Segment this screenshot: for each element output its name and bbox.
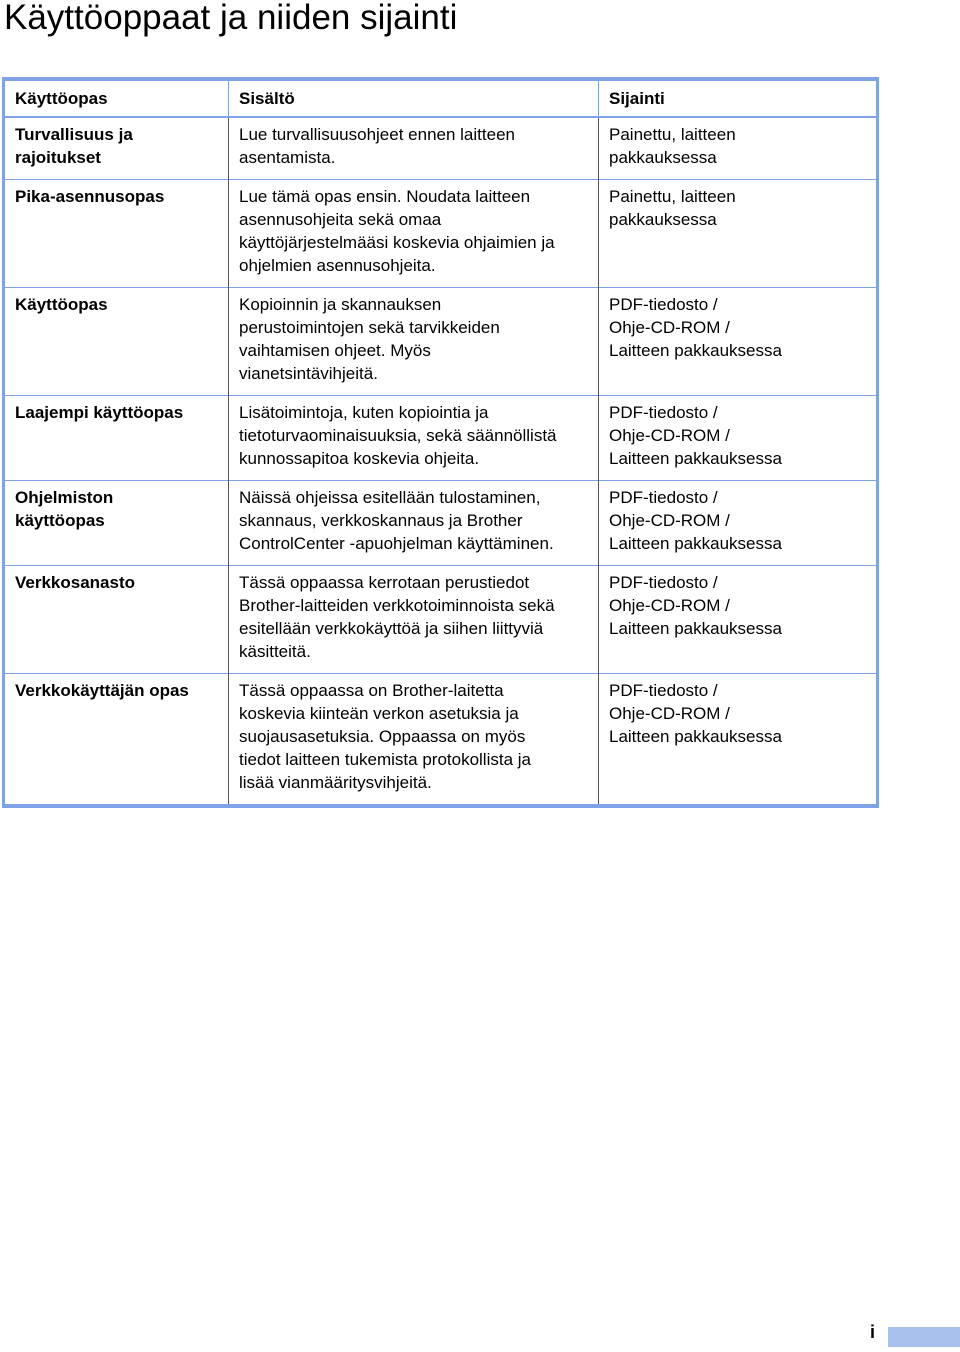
manual-content-cell xyxy=(229,180,599,288)
manual-content-line: asentamista. xyxy=(239,148,336,167)
manual-location-line: PDF-tiedosto / xyxy=(609,488,718,507)
manual-name-cell xyxy=(4,566,229,674)
column-header-location: Sijainti xyxy=(599,79,878,117)
manual-name-line: käyttöopas xyxy=(15,511,105,530)
table-row xyxy=(4,180,878,288)
manual-content-line: käsitteitä. xyxy=(239,642,311,661)
manual-name-line: Ohjelmiston xyxy=(15,488,114,507)
manual-content-line: Lue turvallisuusohjeet ennen laitteen xyxy=(239,125,515,144)
table-row xyxy=(4,481,878,566)
manual-location-line: pakkauksessa xyxy=(609,148,717,167)
manual-location-line: PDF-tiedosto / xyxy=(609,403,718,422)
manual-name-cell xyxy=(4,396,229,481)
manual-location-cell xyxy=(599,481,878,566)
manual-location-line: PDF-tiedosto / xyxy=(609,295,718,314)
manual-name-line: rajoitukset xyxy=(15,148,101,167)
manual-location-line: pakkauksessa xyxy=(609,210,717,229)
manual-location-line: Painettu, laitteen xyxy=(609,187,736,206)
manual-location-cell xyxy=(599,288,878,396)
manual-location-line: Laitteen pakkauksessa xyxy=(609,341,782,360)
manual-location-line: Ohje-CD-ROM / xyxy=(609,511,730,530)
manual-content-line: Näissä ohjeissa esitellään tulostaminen, xyxy=(239,488,541,507)
table-row xyxy=(4,288,878,396)
table-row xyxy=(4,566,878,674)
manual-content-line: Lue tämä opas ensin. Noudata laitteen xyxy=(239,187,531,206)
manual-content-line: Tässä oppaassa kerrotaan perustiedot xyxy=(239,573,530,592)
manual-location-line: Ohje-CD-ROM / xyxy=(609,318,730,337)
manual-location-line: Laitteen pakkauksessa xyxy=(609,449,782,468)
table-body xyxy=(4,117,878,806)
table-row xyxy=(4,117,878,180)
manual-content-line: skannaus, verkkoskannaus ja Brother xyxy=(239,511,523,530)
manual-content-line: lisää vianmääritysvihjeitä. xyxy=(239,773,432,792)
manual-name-line: Käyttöopas xyxy=(15,295,108,314)
manual-name-cell xyxy=(4,180,229,288)
manual-location-cell xyxy=(599,180,878,288)
manual-location-line: PDF-tiedosto / xyxy=(609,681,718,700)
manual-location-line: Ohje-CD-ROM / xyxy=(609,426,730,445)
table-row xyxy=(4,674,878,807)
manual-location-line: Laitteen pakkauksessa xyxy=(609,534,782,553)
manual-content-line: asennusohjeita sekä omaa xyxy=(239,210,442,229)
table-header-row xyxy=(4,79,878,117)
manual-content-cell xyxy=(229,674,599,807)
page-title: Käyttöoppaat ja niiden sijainti xyxy=(4,0,458,37)
manual-content-line: vianetsintävihjeitä. xyxy=(239,364,378,383)
manual-name-cell xyxy=(4,288,229,396)
manual-content-cell xyxy=(229,117,599,180)
manual-content-line: Lisätoimintoja, kuten kopiointia ja xyxy=(239,403,489,422)
manual-content-line: suojausasetuksia. Oppaassa on myös xyxy=(239,727,526,746)
manual-content-cell xyxy=(229,566,599,674)
manual-name-line: Pika-asennusopas xyxy=(15,187,165,206)
manual-location-line: Laitteen pakkauksessa xyxy=(609,727,782,746)
manual-location-line: Ohje-CD-ROM / xyxy=(609,704,730,723)
manual-content-line: käyttöjärjestelmääsi koskevia ohjaimien ja xyxy=(239,233,555,252)
manual-content-line: Kopioinnin ja skannauksen xyxy=(239,295,442,314)
manual-content-line: esitellään verkkokäyttöä ja siihen liittyviä xyxy=(239,619,544,638)
manual-content-line: tietoturvaominaisuuksia, sekä säännöllistä xyxy=(239,426,557,445)
manual-content-line: ohjelmien asennusohjeita. xyxy=(239,256,436,275)
manual-content-line: kunnossapitoa koskevia ohjeita. xyxy=(239,449,480,468)
manual-location-line: Laitteen pakkauksessa xyxy=(609,619,782,638)
manual-content-cell xyxy=(229,288,599,396)
manual-name-line: Verkkokäyttäjän opas xyxy=(15,681,189,700)
manual-name-line: Laajempi käyttöopas xyxy=(15,403,184,422)
manual-name-cell xyxy=(4,674,229,807)
manual-content-line: ControlCenter -apuohjelman käyttäminen. xyxy=(239,534,554,553)
manual-location-cell xyxy=(599,396,878,481)
manual-content-cell xyxy=(229,396,599,481)
manual-location-line: PDF-tiedosto / xyxy=(609,573,718,592)
manual-name-cell xyxy=(4,481,229,566)
manual-name-cell xyxy=(4,117,229,180)
table-row xyxy=(4,396,878,481)
column-header-content: Sisältö xyxy=(229,79,599,117)
manual-content-line: koskevia kiinteän verkon asetuksia ja xyxy=(239,704,519,723)
column-header-manual: Käyttöopas xyxy=(4,79,229,117)
manuals-table xyxy=(2,77,879,808)
page-number: i xyxy=(870,1322,876,1342)
manual-content-line: vaihtamisen ohjeet. Myös xyxy=(239,341,431,360)
manual-content-line: perustoimintojen sekä tarvikkeiden xyxy=(239,318,500,337)
manual-name-line: Verkkosanasto xyxy=(15,573,136,592)
page-tab-marker xyxy=(888,1327,960,1347)
manual-content-line: Tässä oppaassa on Brother-laitetta xyxy=(239,681,504,700)
manual-location-cell xyxy=(599,566,878,674)
manual-location-cell xyxy=(599,674,878,807)
manual-content-cell xyxy=(229,481,599,566)
manual-content-line: tiedot laitteen tukemista protokollista ja xyxy=(239,750,531,769)
manual-name-line: Turvallisuus ja xyxy=(15,125,133,144)
manual-location-line: Painettu, laitteen xyxy=(609,125,736,144)
manual-content-line: Brother-laitteiden verkkotoiminnoista sekä xyxy=(239,596,555,615)
manual-location-line: Ohje-CD-ROM / xyxy=(609,596,730,615)
manual-location-cell xyxy=(599,117,878,180)
